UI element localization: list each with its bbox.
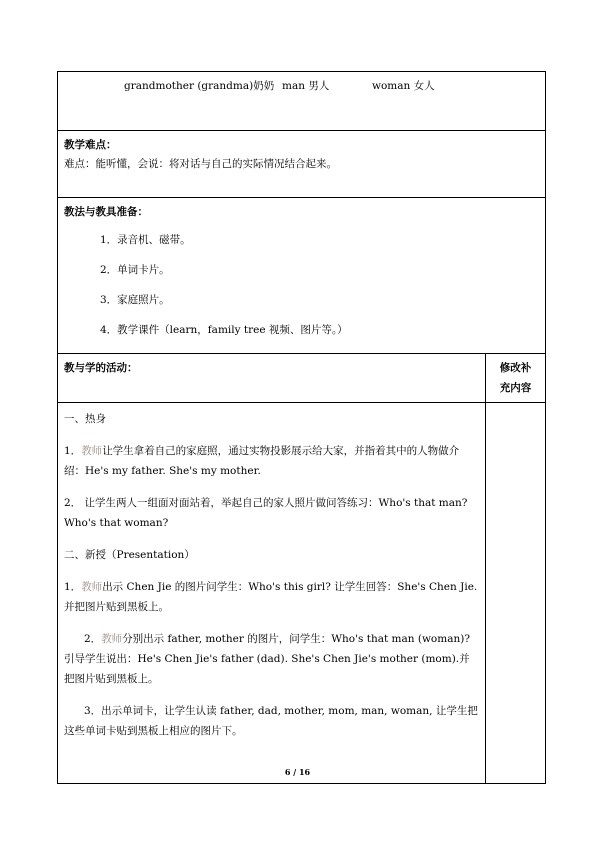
lesson-table: [57, 71, 546, 784]
prep-item-4: 4．教学课件（learn，family tree 视频、图片等。）: [100, 324, 348, 336]
prep-row: [58, 198, 546, 354]
new-step-1: [64, 577, 479, 617]
step-number: 2．: [84, 633, 102, 645]
vocab-cell: [58, 72, 546, 131]
revision-heading-line-1: 修改补: [499, 362, 532, 374]
difficult-heading: 教学难点：: [64, 139, 117, 151]
revision-heading-line-2: 充内容: [499, 382, 532, 394]
new-step-2: [64, 629, 479, 689]
prep-cell: [58, 198, 546, 354]
step-number: 1．: [64, 445, 82, 457]
activities-heading: 教与学的活动：: [64, 362, 138, 374]
vocab-row: [58, 72, 546, 131]
warmup-title: 一、热身: [64, 413, 106, 425]
teacher-label: 教师: [81, 581, 103, 593]
activities-body-cell: [58, 403, 486, 784]
step-text: 让学生拿着自己的家庭照，通过实物投影展示给大家，并指着其中的人物做介绍：He's my father. She's my mother.: [64, 445, 460, 477]
revision-body-cell: [486, 403, 546, 784]
activities-heading-cell: [58, 354, 486, 403]
revision-heading-cell: [486, 354, 546, 403]
activities-head-row: [58, 354, 546, 403]
difficult-row: [58, 131, 546, 198]
page-number: 6 / 16: [284, 767, 311, 777]
new-title: 二、新授（Presentation）: [64, 549, 195, 561]
teacher-label: 教师: [101, 633, 123, 645]
prep-item-3: 3．家庭照片。: [100, 294, 170, 306]
vocab-man: man 男人: [282, 80, 330, 92]
step-number: 1．: [64, 581, 82, 593]
vocab-grandmother: grandmother (grandma)奶奶: [124, 80, 275, 92]
difficult-cell: [58, 131, 546, 198]
step-text: 分别出示 father, mother 的图片，问学生：Who's that man (woman)? 引导学生说出：He's Chen Jie's father (dad). She's Chen Jie's mother (mom).并把图片贴到黑板上。: [64, 633, 470, 685]
step-text: 出示 Chen Jie 的图片问学生：Who's this girl? 让学生回答：She's Chen Jie.并把图片贴到黑板上。: [64, 581, 478, 613]
prep-heading: 教法与教具准备：: [64, 206, 148, 218]
vocab-woman: woman 女人: [372, 80, 435, 92]
lesson-plan: [57, 71, 545, 784]
warmup-step-1: [64, 441, 479, 481]
warmup-step-2: 2． 让学生两人一组面对面站着，举起自己的家人照片做问答练习：Who's that man? Who's that woman?: [64, 497, 468, 529]
difficult-text: 难点：能听懂，会说：将对话与自己的实际情况结合起来。: [64, 158, 337, 170]
prep-item-2: 2．单词卡片。: [100, 264, 170, 276]
teacher-label: 教师: [81, 445, 103, 457]
activities-body-row: [58, 403, 546, 784]
prep-item-1: 1．录音机、磁带。: [100, 234, 191, 246]
new-step-3: 3．出示单词卡，让学生认读 father, dad, mother, mom, man, woman, 让学生把这些单词卡贴到黑板上相应的图片下。: [64, 705, 478, 737]
